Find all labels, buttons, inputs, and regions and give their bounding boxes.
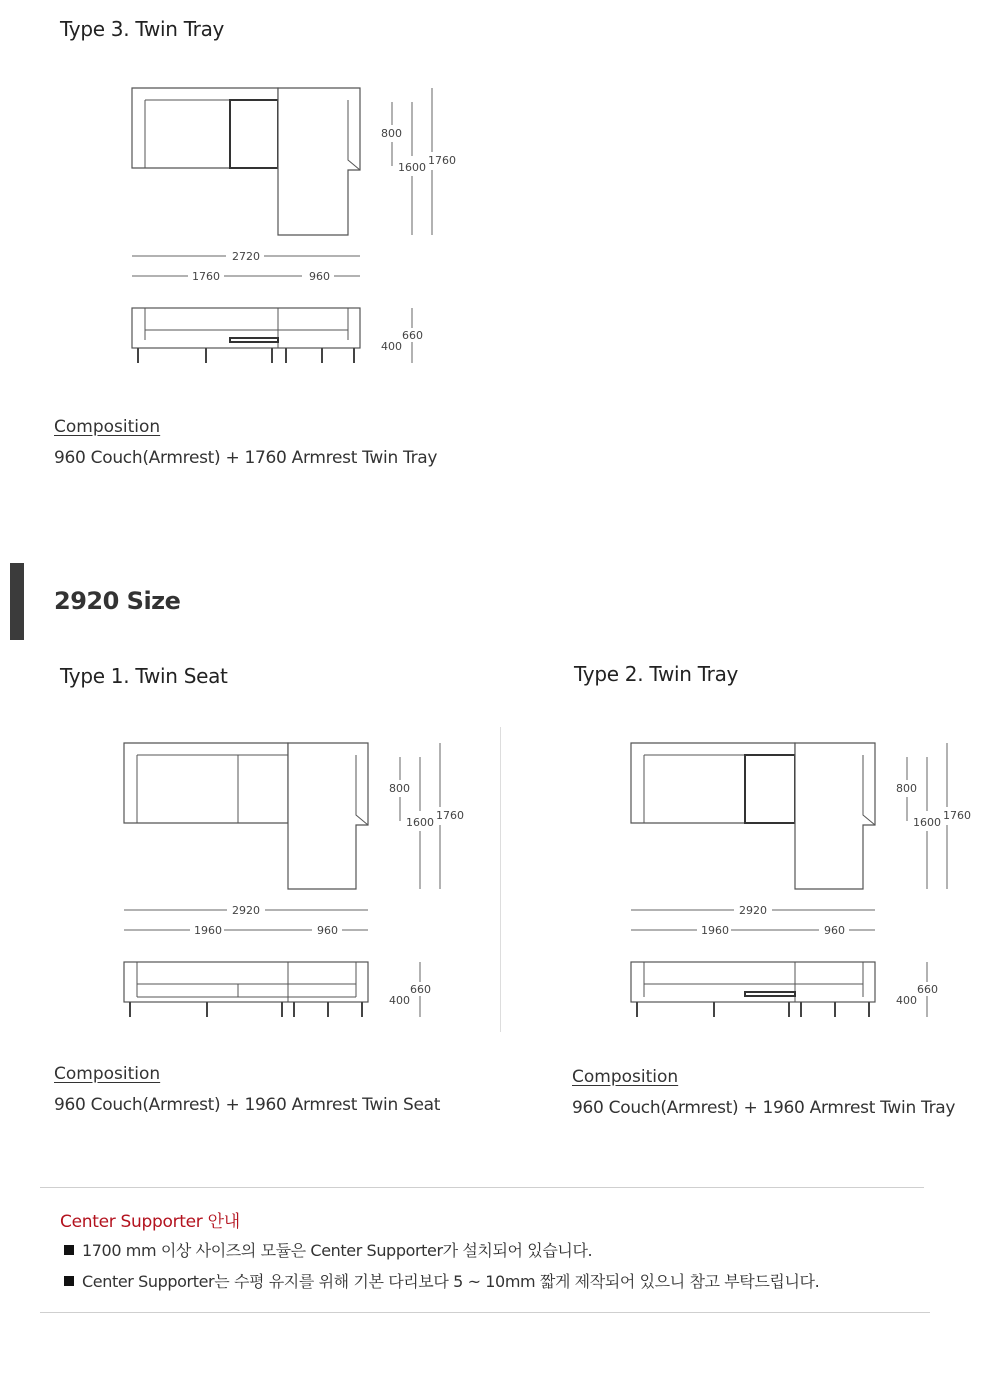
section-title-2920: 2920 Size [54, 587, 181, 615]
dim-960: 960 [309, 270, 330, 283]
type2-composition-text: 960 Couch(Armrest) + 1960 Armrest Twin Tray [572, 1098, 956, 1118]
section-side-bar [10, 563, 24, 640]
dim-2920: 2920 [232, 904, 260, 917]
type1-front-view [124, 962, 431, 1017]
bullet-square-icon [64, 1245, 74, 1255]
type2-title: Type 2. Twin Tray [574, 662, 739, 686]
type3-title: Type 3. Twin Tray [60, 17, 225, 41]
dim-400: 400 [381, 340, 402, 353]
type1-diagram [112, 735, 472, 1025]
type1-composition-text: 960 Couch(Armrest) + 1960 Armrest Twin Seat [54, 1095, 441, 1115]
dim-800: 800 [896, 782, 917, 795]
dim-1600: 1600 [913, 816, 941, 829]
type2-width-dims [631, 904, 875, 937]
type3-composition-label: Composition [54, 417, 161, 437]
dim-2920: 2920 [739, 904, 767, 917]
dim-960: 960 [824, 924, 845, 937]
type3-plan-view [132, 88, 360, 235]
type1-title: Type 1. Twin Seat [60, 664, 228, 688]
dim-800: 800 [389, 782, 410, 795]
dim-660: 660 [402, 329, 423, 342]
type2-diagram [619, 735, 979, 1025]
type2-depth-dims [896, 743, 971, 889]
notice-item [64, 1269, 819, 1292]
type3-front-view [132, 308, 423, 363]
dim-1760: 1760 [943, 809, 971, 822]
type2-plan-view [631, 743, 875, 889]
column-divider [500, 727, 501, 1032]
dim-660: 660 [410, 983, 431, 996]
bullet-square-icon [64, 1276, 74, 1286]
type1-composition-label: Composition [54, 1064, 161, 1084]
dim-1760-w: 1760 [192, 270, 220, 283]
dim-400: 400 [896, 994, 917, 1007]
type1-depth-dims [389, 743, 464, 889]
type3-composition-text: 960 Couch(Armrest) + 1760 Armrest Twin Tray [54, 448, 438, 468]
dim-1760: 1760 [428, 154, 456, 167]
dim-1600: 1600 [406, 816, 434, 829]
type1-width-dims [124, 904, 368, 937]
type3-width-dims [132, 250, 360, 283]
dim-960: 960 [317, 924, 338, 937]
type3-diagram [120, 80, 480, 370]
dim-800: 800 [381, 127, 402, 140]
dim-660: 660 [917, 983, 938, 996]
dim-1960: 1960 [194, 924, 222, 937]
dim-1600: 1600 [398, 161, 426, 174]
type2-composition-label: Composition [572, 1067, 679, 1087]
dim-400: 400 [389, 994, 410, 1007]
type2-front-view [631, 962, 938, 1017]
notice-item-text: 1700 mm 이상 사이즈의 모듈은 Center Supporter가 설치되어 있습니다. [82, 1241, 593, 1260]
dim-2720: 2720 [232, 250, 260, 263]
notice-title: Center Supporter 안내 [60, 1212, 240, 1232]
notice-item [64, 1238, 592, 1261]
dim-1760: 1760 [436, 809, 464, 822]
dim-1960: 1960 [701, 924, 729, 937]
notice-item-text: Center Supporter는 수평 유지를 위해 기본 다리보다 5 ~ 10mm 짧게 제작되어 있으니 참고 부탁드립니다. [82, 1272, 820, 1291]
type1-plan-view [124, 743, 368, 889]
type3-depth-dims [381, 88, 456, 235]
notice-top-divider [40, 1187, 924, 1188]
notice-bottom-divider [40, 1312, 930, 1313]
